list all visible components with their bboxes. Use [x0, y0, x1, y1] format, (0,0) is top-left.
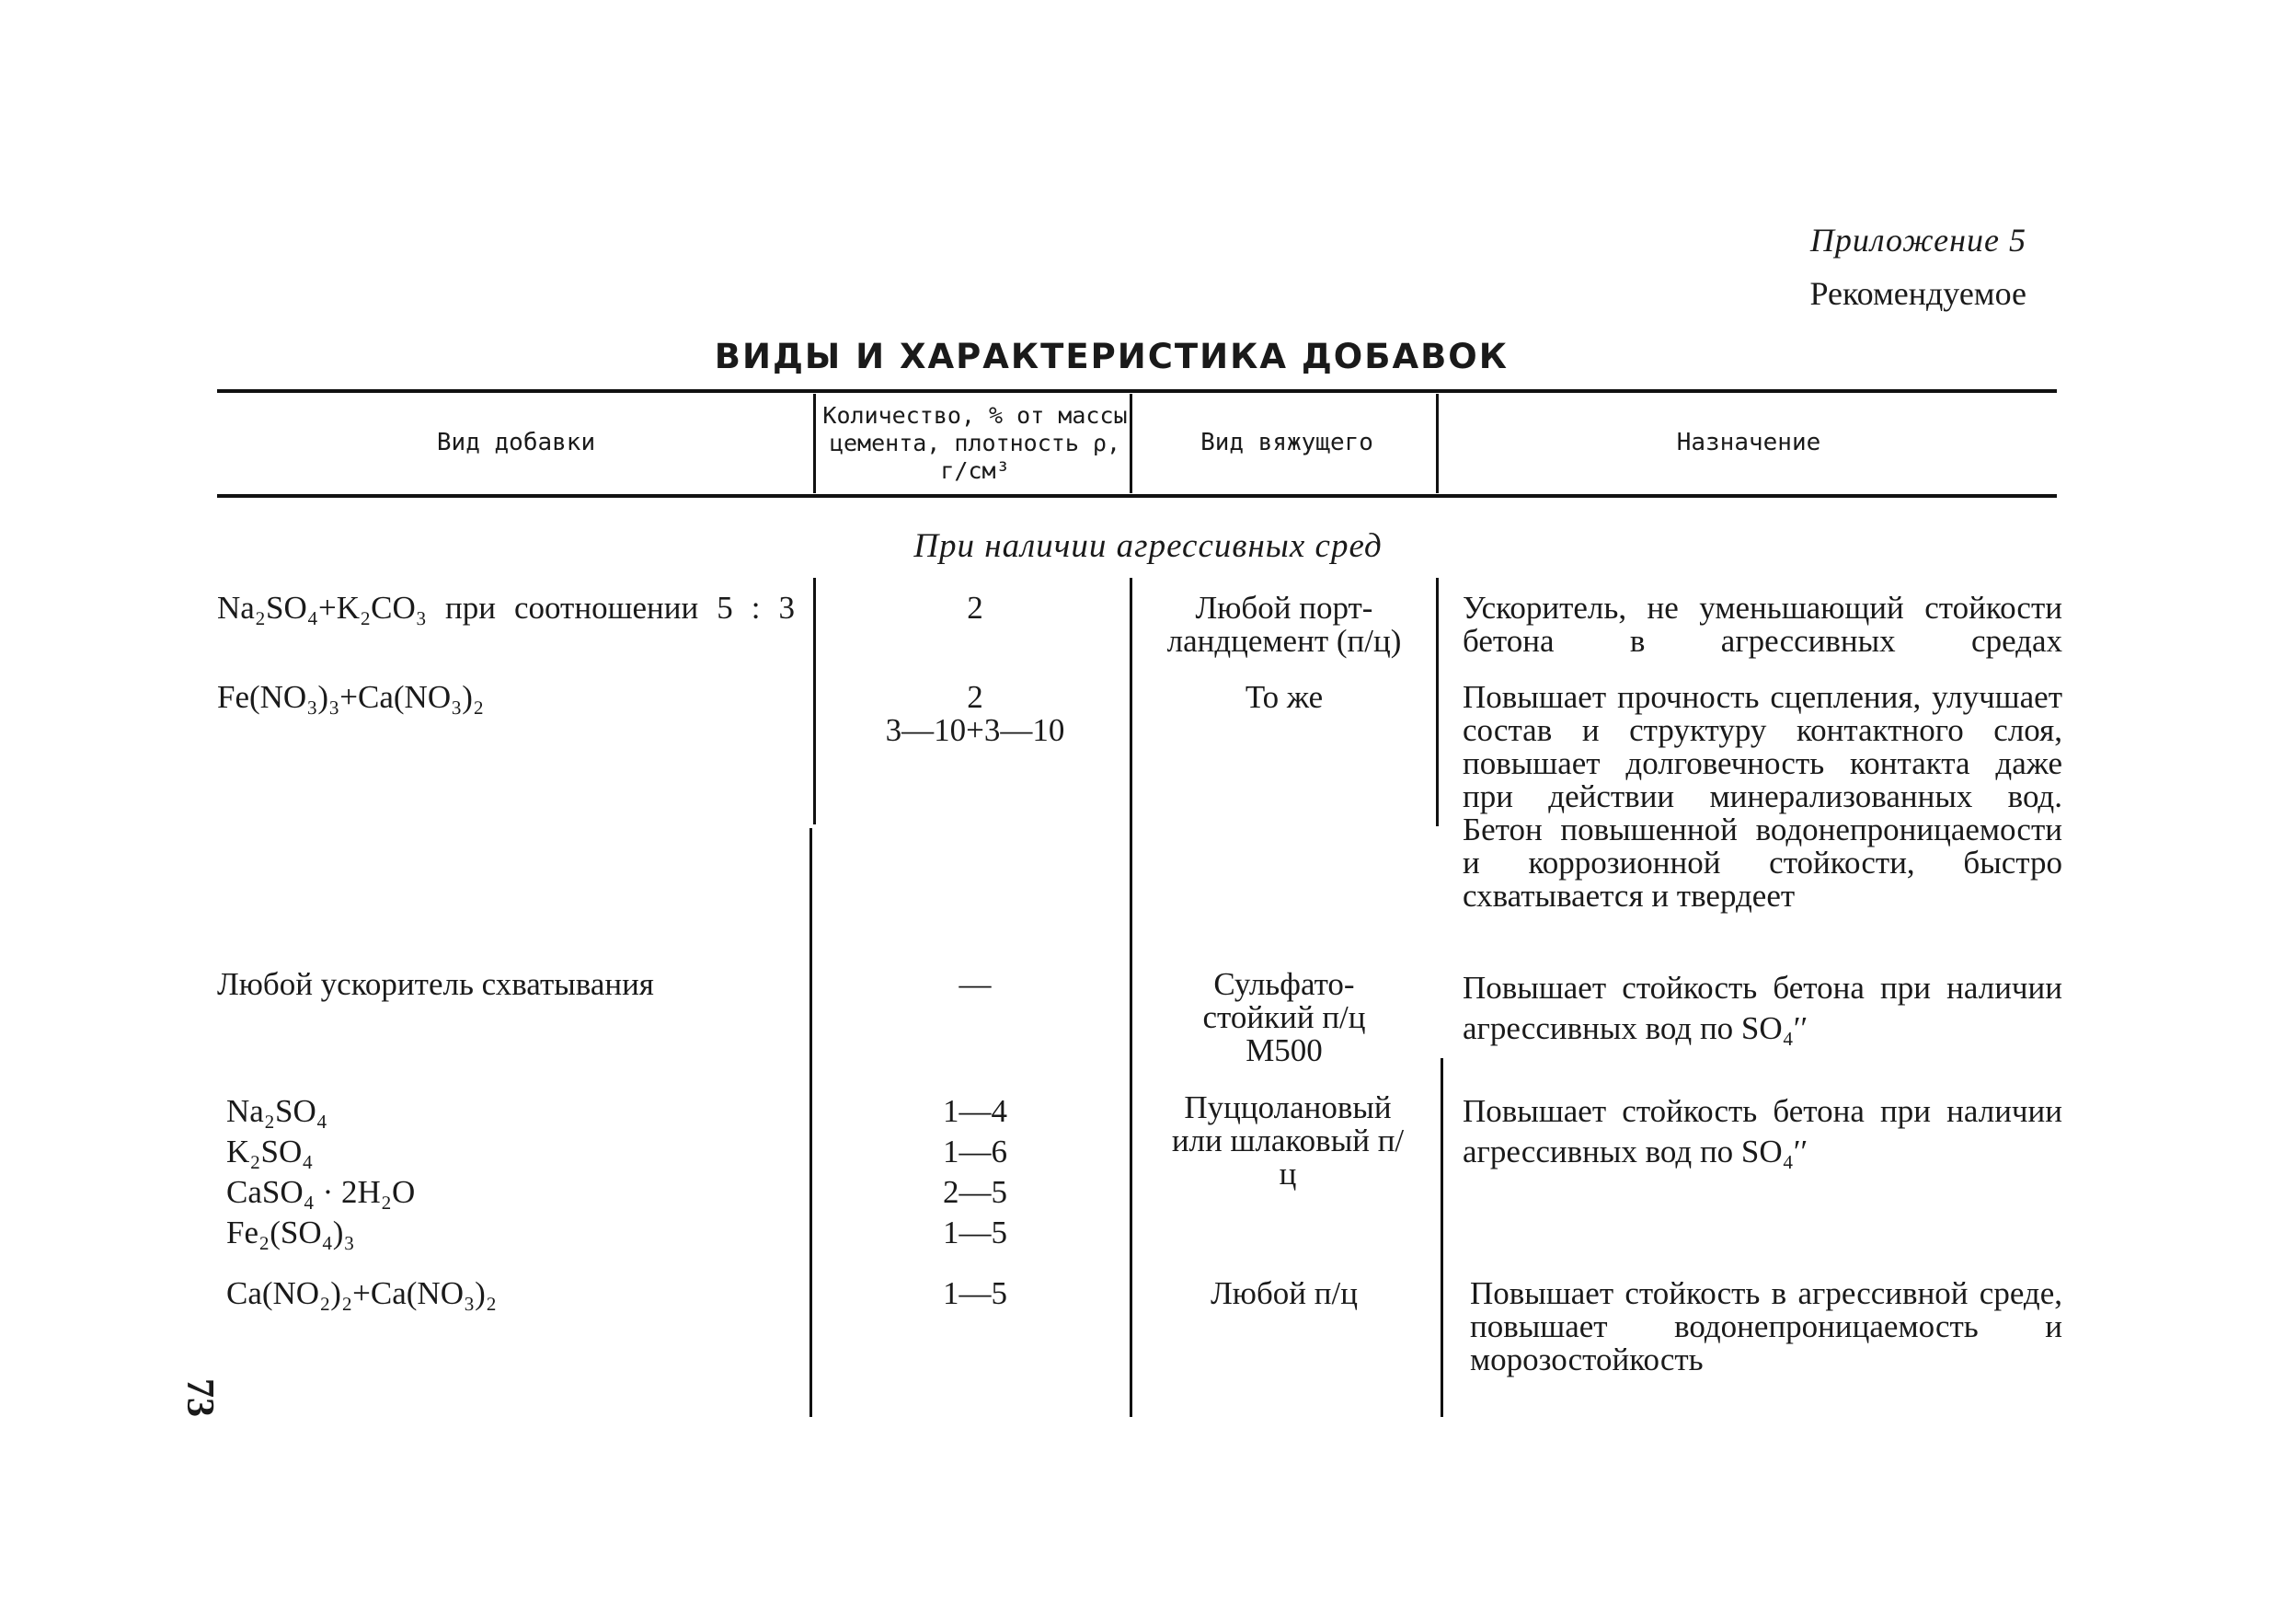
body-divider-3b	[1441, 1058, 1443, 1417]
table-row-5-amount: 1—5	[943, 1275, 1007, 1311]
column-header-amount: Количество, % от массы цемента, плотность ρ, г/см³	[822, 402, 1128, 484]
recommended-label: Рекомендуемое	[1809, 275, 2026, 312]
table-row-3-purpose: Повышает стойкость бетона при наличии агрессивных вод по SO₄′′	[1463, 970, 2062, 1046]
table-row-1-additive: Na₂SO₄+K₂CO₃ при соотношении 5 : 3	[217, 590, 795, 626]
section-heading: При наличии агрессивных сред	[913, 527, 1383, 565]
body-divider-1b	[809, 828, 812, 1417]
table-row-4-amount: 1—4 1—6 2—5 1—5	[943, 1093, 1007, 1250]
table-header-rule	[217, 494, 2057, 498]
page-title: ВИДЫ И ХАРАКТЕРИСТИКА ДОБАВОК	[714, 337, 1509, 376]
column-header-purpose: Назначение	[1676, 429, 1821, 457]
table-row-5-additive: Ca(NO₂)₂+Ca(NO₃)₂	[226, 1275, 498, 1311]
table-row-1-purpose: Ускоритель, не уменьшающий стойкости бетона в агрессивных средах	[1463, 590, 2062, 659]
table-row-5-binder: Любой п/ц	[1211, 1275, 1358, 1311]
body-divider-2	[1130, 578, 1132, 1417]
table-row-2-binder: То же	[1245, 679, 1324, 715]
page-number: 73	[178, 1378, 221, 1417]
body-divider-3a	[1436, 578, 1439, 826]
table-row-3-additive: Любой ускоритель схватывания	[217, 966, 654, 1002]
table-row-3-binder: Сульфато-стойкий п/ц М500	[1202, 966, 1366, 1068]
table-row-4-purpose: Повышает стойкость бетона при наличии агрессивных вод по SO₄′′	[1463, 1093, 2062, 1169]
table-row-5-purpose: Повышает стойкость в агрессивной среде, повышает водонепроницаемость и морозостойкость	[1470, 1275, 2062, 1377]
table-row-1-binder: Любой порт-ландцемент (п/ц)	[1166, 590, 1402, 659]
table-row-1-amount: 2	[967, 590, 983, 626]
body-divider-1a	[813, 578, 816, 824]
appendix-label: Приложение 5	[1809, 222, 2026, 259]
table-row-2-purpose: Повышает прочность сцепления, улучшает состав и структуру контактного слоя, повышает долговечность контакта даже при действии минерализованных вод. Бетон повышенной водонепроницаемости и коррозионной стойкости, быстро схватывается и твердеет	[1463, 679, 2062, 914]
table-row-2-additive: Fe(NO₃)₃+Ca(NO₃)₂	[217, 679, 485, 715]
table-row-3-amount: —	[959, 966, 992, 1002]
table-row-2-amount: 2 3—10+3—10	[885, 679, 1065, 748]
table-row-4-additive: Na₂SO₄ K₂SO₄ CaSO₄ · 2H₂O Fe₂(SO₄)₃	[226, 1093, 416, 1250]
column-header-additive: Вид добавки	[436, 429, 596, 457]
column-header-binder: Вид вяжущего	[1200, 429, 1373, 457]
table-row-4-binder: Пуццолановый или шлаковый п/ц	[1171, 1089, 1405, 1192]
